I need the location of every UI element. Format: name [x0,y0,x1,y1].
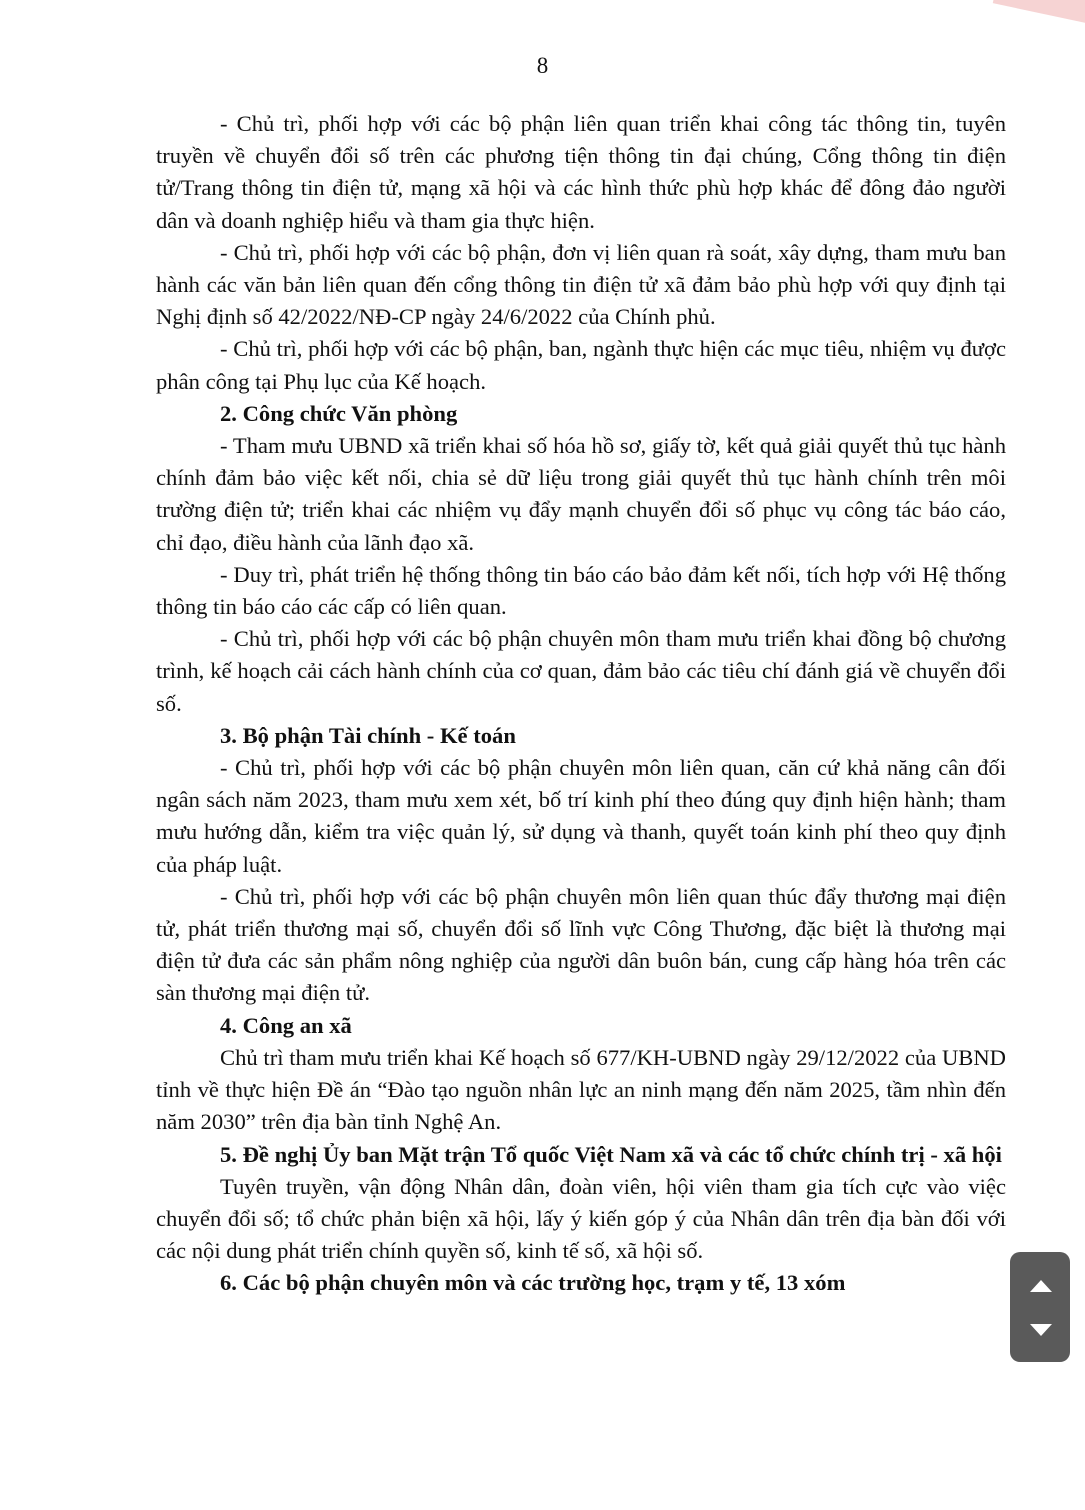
paragraph: - Duy trì, phát triển hệ thống thông tin báo cáo bảo đảm kết nối, tích hợp với Hệ thống thông tin báo cáo các cấp có liên quan. [156,561,1006,620]
page-number: 8 [536,53,549,78]
paragraph: - Chủ trì, phối hợp với các bộ phận chuyên môn liên quan, căn cứ khả năng cân đối ngân sách năm 2023, tham mưu xem xét, bố trí kinh phí theo đúng quy định hiện hành; tham mưu hướng dẫn, kiểm tra việc quản lý, sử dụng và thanh, quyết toán kinh phí theo quy định của pháp luật. [156,755,1006,877]
paragraph: Tuyên truyền, vận động Nhân dân, đoàn viên, hội viên tham gia tích cực vào việc chuyển đổi số; tổ chức phản biện xã hội, lấy ý kiến góp ý của Nhân dân trên địa bàn đối với các nội dung phát triển chính quyền số, kinh tế số, xã hội số. [156,1173,1006,1264]
section-heading: 2. Công chức Văn phòng [220,400,458,426]
section-heading: 6. Các bộ phận chuyên môn và các trường học, trạm y tế, 13 xóm [220,1270,846,1296]
paragraph: Chủ trì tham mưu triển khai Kế hoạch số 677/KH-UBND ngày 29/12/2022 của UBND tỉnh về thực hiện Đề án “Đào tạo nguồn nhân lực an ninh mạng đến năm 2025, tầm nhìn đến năm 2030” trên địa bàn tỉnh Nghệ An. [156,1044,1006,1135]
arrow-up-icon[interactable] [1030,1280,1052,1292]
paragraph: - Tham mưu UBND xã triển khai số hóa hồ sơ, giấy tờ, kết quả giải quyết thủ tục hành chính đảm bảo việc kết nối, chia sẻ dữ liệu trong giải quyết thủ tục hành chính trên môi trường điện tử; triển khai các nhiệm vụ đẩy mạnh chuyển đổi số phục vụ công tác báo cáo, chỉ đạo, điều hành của lãnh đạo xã. [156,433,1006,555]
section-heading: 3. Bộ phận Tài chính - Kế toán [220,722,516,748]
paragraph: - Chủ trì, phối hợp với các bộ phận chuyên môn tham mưu triển khai đồng bộ chương trình, kế hoạch cải cách hành chính của cơ quan, đảm bảo các tiêu chí đánh giá về chuyển đổi số. [156,626,1006,716]
paragraph: - Chủ trì, phối hợp với các bộ phận, đơn vị liên quan rà soát, xây dựng, tham mưu ban hành các văn bản liên quan đến cổng thông tin điện tử xã đảm bảo phù hợp với quy định tại Nghị định số 42/2022/NĐ-CP ngày 24/6/2022 của Chính phủ. [156,239,1006,330]
page-scroll-control [1010,1252,1070,1362]
document-body [156,108,1006,1300]
page-corner-decoration [993,0,1085,28]
paragraph: - Chủ trì, phối hợp với các bộ phận chuyên môn liên quan thúc đẩy thương mại điện tử, phát triển thương mại số, chuyển đổi số lĩnh vực Công Thương, đặc biệt là thương mại điện tử đưa các sản phẩm nông nghiệp của người dân buôn bán, cung cấp hàng hóa trên các sàn thương mại điện tử. [156,883,1006,1006]
arrow-down-icon[interactable] [1030,1324,1052,1336]
paragraph: - Chủ trì, phối hợp với các bộ phận liên quan triển khai công tác thông tin, tuyên truyền về chuyển đổi số trên các phương tiện thông tin đại chúng, Cổng thông tin điện tử/Trang thông tin điện tử, mạng xã hội và các hình thức phù hợp khác để đông đảo người dân và doanh nghiệp hiểu và tham gia thực hiện. [156,111,1006,233]
section-heading: 4. Công an xã [220,1012,352,1038]
section-heading: 5. Đề nghị Ủy ban Mặt trận Tổ quốc Việt Nam xã và các tổ chức chính trị - xã hội [220,1141,1002,1167]
paragraph: - Chủ trì, phối hợp với các bộ phận, ban, ngành thực hiện các mục tiêu, nhiệm vụ được phân công tại Phụ lục của Kế hoạch. [156,336,1006,394]
